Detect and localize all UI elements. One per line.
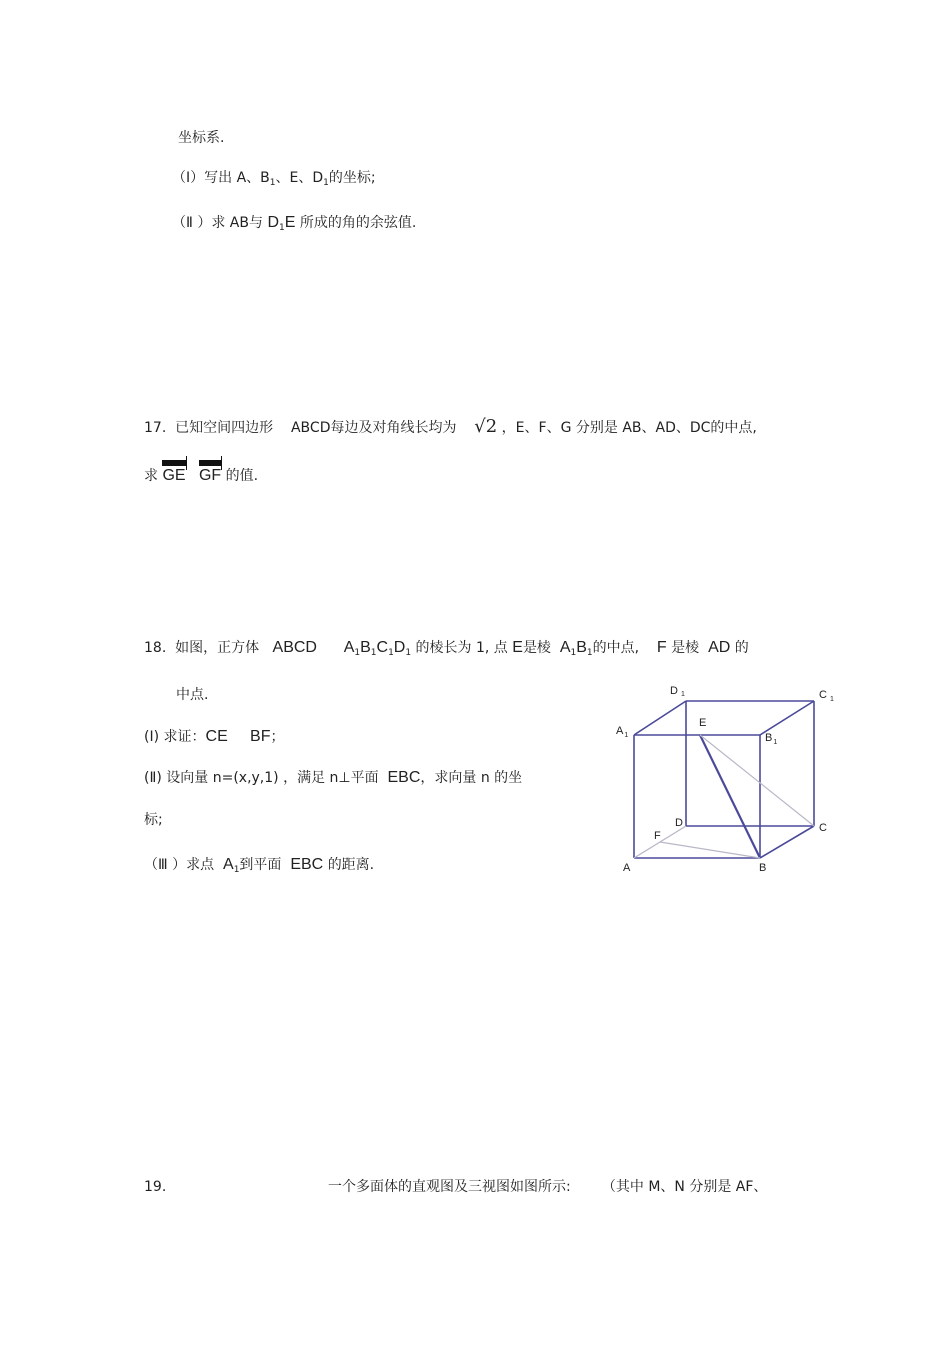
edge-b-c bbox=[760, 826, 814, 858]
q18-part-3: （Ⅲ ）求点 $A_1$到平面 EBC 的距离. bbox=[144, 856, 375, 875]
label-d1: D 1 bbox=[670, 685, 685, 698]
prev-part-1: （Ⅰ）写出 A、$B_1$、E、$D_1$的坐标; bbox=[172, 170, 376, 188]
segment-f-b bbox=[660, 842, 760, 858]
edge-a1-d1 bbox=[634, 701, 686, 735]
vector-gf: GF bbox=[199, 460, 221, 486]
vector-ge: GE bbox=[162, 460, 185, 486]
label-f: F bbox=[654, 830, 661, 842]
q18-part-2-cont: 标; bbox=[144, 812, 163, 828]
label-e: E bbox=[699, 717, 707, 729]
cube-figure bbox=[610, 680, 840, 880]
q18-part-2: (Ⅱ) 设向量 n=(x,y,1) ，满足 n⊥平面 EBC，求向量 n 的坐 bbox=[144, 769, 523, 786]
edge-b1-c1 bbox=[760, 701, 814, 735]
label-b1: $B_1$ bbox=[765, 732, 778, 746]
q17-line2: 求 GE GF 的值. bbox=[144, 460, 258, 486]
q17-line1: 17. 已知空间四边形 ABCD每边及对角线长均为 √2 ，E、F、G 分别是 AB、AD、DC的中点, bbox=[144, 416, 757, 437]
q18-line2: 中点. bbox=[176, 687, 209, 703]
label-d: D bbox=[675, 817, 683, 829]
sqrt-two: √2 bbox=[474, 416, 498, 437]
q18-part-1: (Ⅰ) 求证：CE BF； bbox=[144, 728, 285, 745]
q18-line1: 18. 如图，正方体 ABCD $A_1B_1C_1D_1$ 的棱长为 1, 点 E是棱 $A_1B_1$的中点, F 是棱 AD 的 bbox=[144, 639, 749, 658]
label-b: B bbox=[759, 862, 767, 874]
segment-e-c bbox=[700, 735, 814, 826]
prev-part-2: （Ⅱ ）求 AB与 $D_1E$ 所成的角的余弦值. bbox=[172, 214, 417, 233]
label-c1: C $_1$ bbox=[819, 689, 834, 703]
label-c: C bbox=[819, 822, 827, 834]
label-a: A bbox=[623, 862, 631, 874]
q19-text: 一个多面体的直观图及三视图如图所示: （其中 M、N 分别是 AF、 bbox=[328, 1179, 768, 1195]
q19-line1 bbox=[144, 1177, 166, 1197]
segment-e-b bbox=[700, 735, 760, 858]
prev-line-coord-system: 坐标系. bbox=[178, 130, 225, 146]
q19-number: 19. bbox=[144, 1179, 167, 1195]
q18-number: 18. bbox=[144, 640, 167, 656]
label-a1: $A_1$ bbox=[616, 725, 629, 739]
q17-number: 17. bbox=[144, 420, 167, 436]
